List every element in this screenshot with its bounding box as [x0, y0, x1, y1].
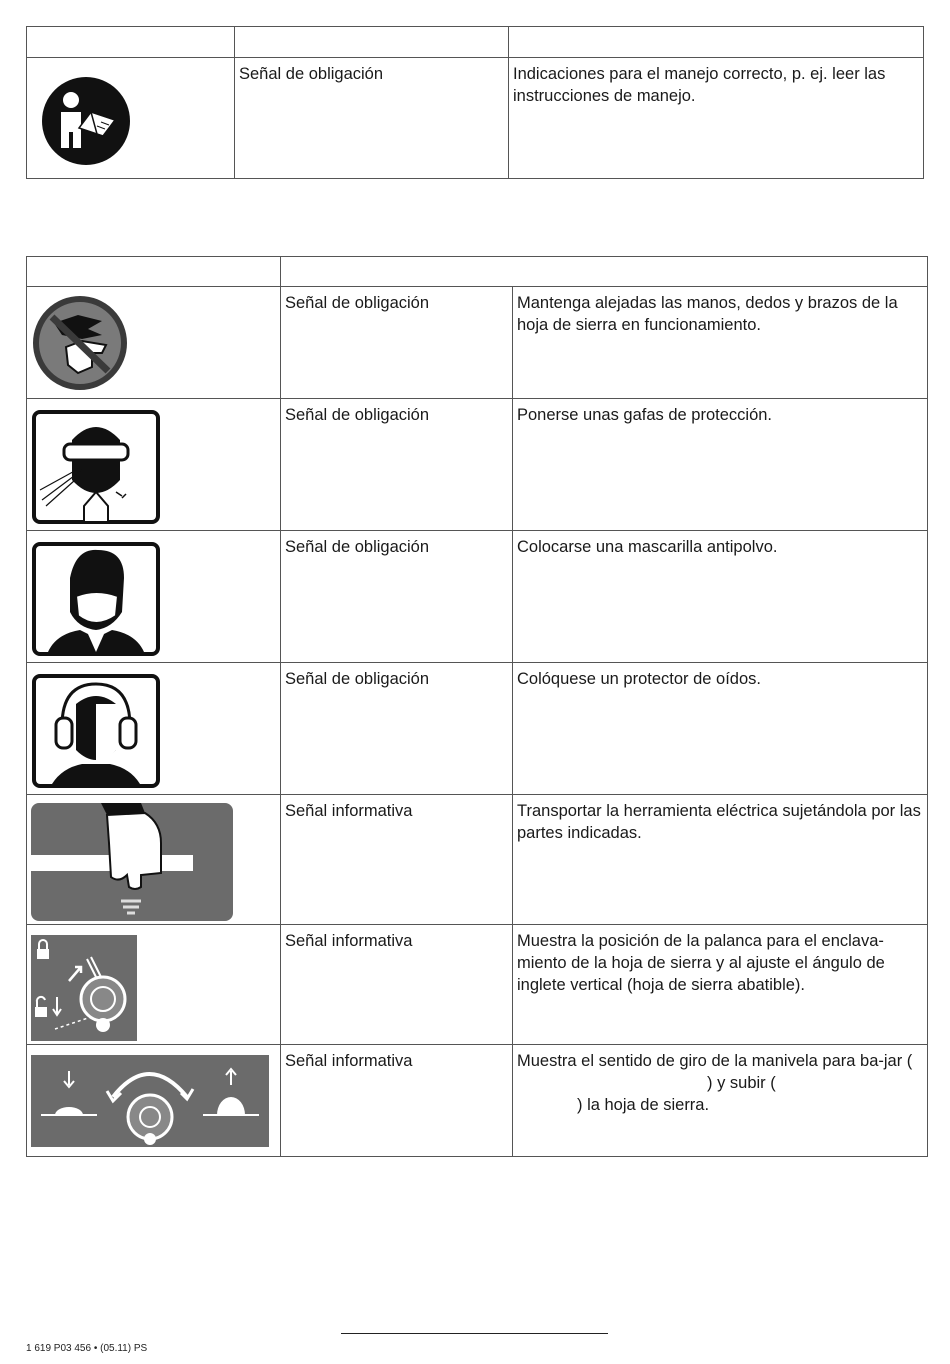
table-header-row [27, 257, 928, 287]
table-row [27, 925, 928, 1045]
symbols-table-2 [26, 256, 928, 1157]
table-row [27, 1045, 928, 1157]
desc-part-3: ) la hoja de sierra. [577, 1096, 710, 1114]
symbol-cell [27, 925, 281, 1045]
symbol-description [513, 1045, 928, 1157]
symbol-description: Mantenga alejadas las manos, dedos y brazos de la hoja de sierra en funcionamiento. [513, 287, 928, 399]
symbol-description: Colocarse una mascarilla antipolvo. [513, 531, 928, 663]
table-header-row [27, 27, 924, 58]
symbol-description: Muestra la posición de la palanca para el enclava-miento de la hoja de sierra y al ajuste el ángulo de inglete vertical (hoja de sierra abatible). [513, 925, 928, 1045]
symbols-table-1 [26, 26, 924, 179]
symbol-cell [27, 663, 281, 795]
symbol-type: Señal de obligación [281, 531, 513, 663]
carry-grip-icon [31, 803, 233, 921]
symbol-cell [27, 287, 281, 399]
ear-protector-icon [32, 674, 160, 788]
symbol-type: Señal informativa [281, 1045, 513, 1157]
table-row [27, 287, 928, 399]
desc-part-2: ) y subir ( [707, 1074, 776, 1092]
table-row [27, 663, 928, 795]
symbol-cell [27, 58, 235, 179]
symbol-cell [27, 399, 281, 531]
table-row [27, 58, 924, 179]
footer-rule [341, 1333, 608, 1334]
symbol-cell [27, 795, 281, 925]
symbol-type: Señal de obligación [281, 663, 513, 795]
symbol-cell [27, 531, 281, 663]
table-row [27, 399, 928, 531]
symbol-description: Indicaciones para el manejo correcto, p. ej. leer las instrucciones de manejo. [509, 58, 924, 179]
footer-code: 1 619 P03 456 • (05.11) PS [26, 1343, 148, 1354]
symbol-type: Señal informativa [281, 795, 513, 925]
symbol-description: Transportar la herramienta eléctrica sujetándola por las partes indicadas. [513, 795, 928, 925]
symbol-type: Señal informativa [281, 925, 513, 1045]
table-row [27, 795, 928, 925]
table-row [27, 531, 928, 663]
desc-part-1: Muestra el sentido de giro de la manivela para ba-jar ( [517, 1052, 913, 1070]
no-hands-near-blade-icon [32, 295, 128, 391]
read-manual-icon [41, 76, 131, 166]
symbol-type: Señal de obligación [235, 58, 509, 179]
symbol-description: Ponerse unas gafas de protección. [513, 399, 928, 531]
dust-mask-icon [32, 542, 160, 656]
symbol-description: Colóquese un protector de oídos. [513, 663, 928, 795]
crank-direction-icon [31, 1055, 269, 1147]
symbol-type: Señal de obligación [281, 399, 513, 531]
lock-lever-icon [31, 935, 137, 1041]
symbol-cell [27, 1045, 281, 1157]
safety-goggles-icon [32, 410, 160, 524]
symbol-type: Señal de obligación [281, 287, 513, 399]
